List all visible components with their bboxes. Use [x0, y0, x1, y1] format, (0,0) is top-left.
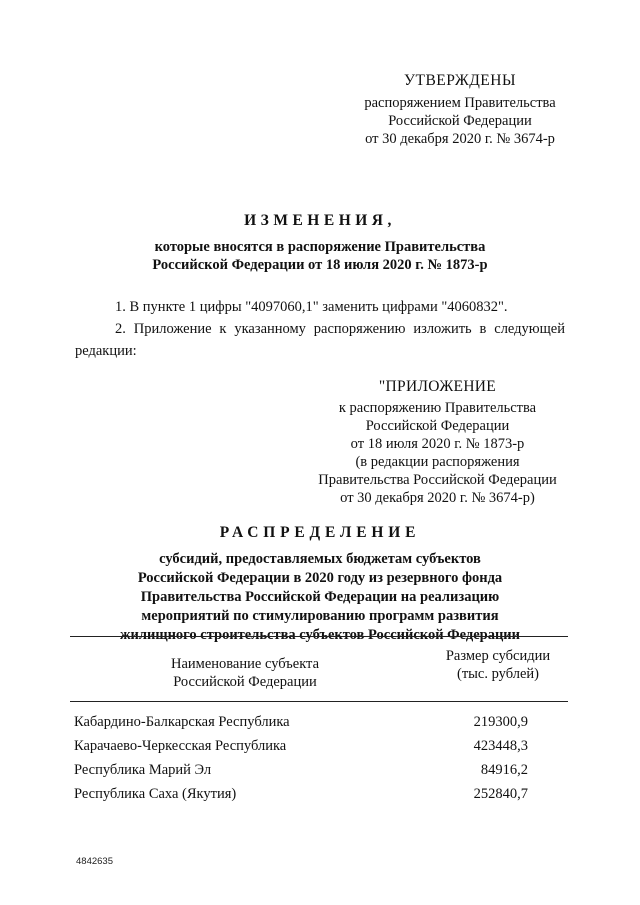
approval-stamp	[330, 72, 590, 148]
changes-title: ИЗМЕНЕНИЯ,	[244, 212, 396, 229]
appendix-line: от 18 июля 2020 г. № 1873-р	[350, 436, 525, 452]
change-item-2: 2. Приложение к указанному распоряжению изложить в следующей редакции:	[75, 321, 565, 359]
table-header	[70, 636, 568, 702]
row-amount: 219300,9	[473, 714, 528, 730]
approval-line: распоряжением Правительства	[364, 95, 556, 111]
change-item-1: 1. В пункте 1 цифры "4097060,1" заменить цифрами "4060832".	[115, 299, 508, 315]
table-body	[70, 714, 568, 810]
column-header-subject	[140, 655, 350, 691]
column-header-amount-line: Размер субсидии	[445, 648, 551, 664]
column-header-amount-line: (тыс. рублей)	[457, 666, 539, 682]
changes-subtitle: которые вносятся в распоряжение Правительства	[154, 239, 486, 255]
table-row	[70, 786, 568, 810]
column-header-subject-line: Российской Федерации	[173, 674, 317, 690]
distribution-subtitle-line: Правительства Российской Федерации на реализацию	[140, 589, 500, 605]
row-subject: Республика Саха (Якутия)	[74, 786, 237, 802]
distribution-subtitle-line: мероприятий по стимулированию программ развития	[141, 608, 499, 624]
row-subject: Кабардино-Балкарская Республика	[74, 714, 290, 730]
approval-heading: УТВЕРЖДЕНЫ	[404, 72, 516, 89]
distribution-subtitle-line: субсидий, предоставляемых бюджетам субъектов	[159, 551, 481, 567]
row-amount: 423448,3	[473, 738, 528, 754]
distribution-title: РАСПРЕДЕЛЕНИЕ	[219, 524, 421, 541]
table-row	[70, 762, 568, 786]
row-subject: Республика Марий Эл	[74, 762, 212, 778]
appendix-line: к распоряжению Правительства	[338, 400, 537, 416]
column-header-amount	[428, 647, 568, 683]
appendix-line: Правительства Российской Федерации	[318, 472, 557, 488]
distribution-subtitle-line: Российской Федерации в 2020 году из резервного фонда	[137, 570, 503, 586]
changes-header	[60, 212, 580, 274]
appendix-heading: "ПРИЛОЖЕНИЕ	[378, 378, 497, 395]
table-row	[70, 714, 568, 738]
appendix-stamp	[300, 378, 575, 507]
approval-date: от 30 декабря 2020 г. № 3674-р	[365, 131, 555, 147]
change-items	[75, 296, 565, 362]
appendix-line: от 30 декабря 2020 г. № 3674-р)	[340, 490, 535, 506]
row-subject: Карачаево-Черкесская Республика	[74, 738, 287, 754]
appendix-line: Российской Федерации	[365, 418, 510, 434]
row-amount: 252840,7	[473, 786, 528, 802]
document-number: 4842635	[76, 856, 113, 867]
table-row	[70, 738, 568, 762]
subsidy-table	[70, 636, 568, 810]
appendix-line: (в редакции распоряжения	[355, 454, 520, 470]
distribution-header	[60, 524, 580, 645]
distribution-subtitle-line: жилищного строительства субъектов Российской Федерации	[119, 627, 521, 643]
column-header-subject-line: Наименование субъекта	[170, 656, 320, 672]
changes-subtitle: Российской Федерации от 18 июля 2020 г. № 1873-р	[152, 257, 488, 273]
approval-line: Российской Федерации	[388, 113, 532, 129]
row-amount: 84916,2	[480, 762, 528, 778]
